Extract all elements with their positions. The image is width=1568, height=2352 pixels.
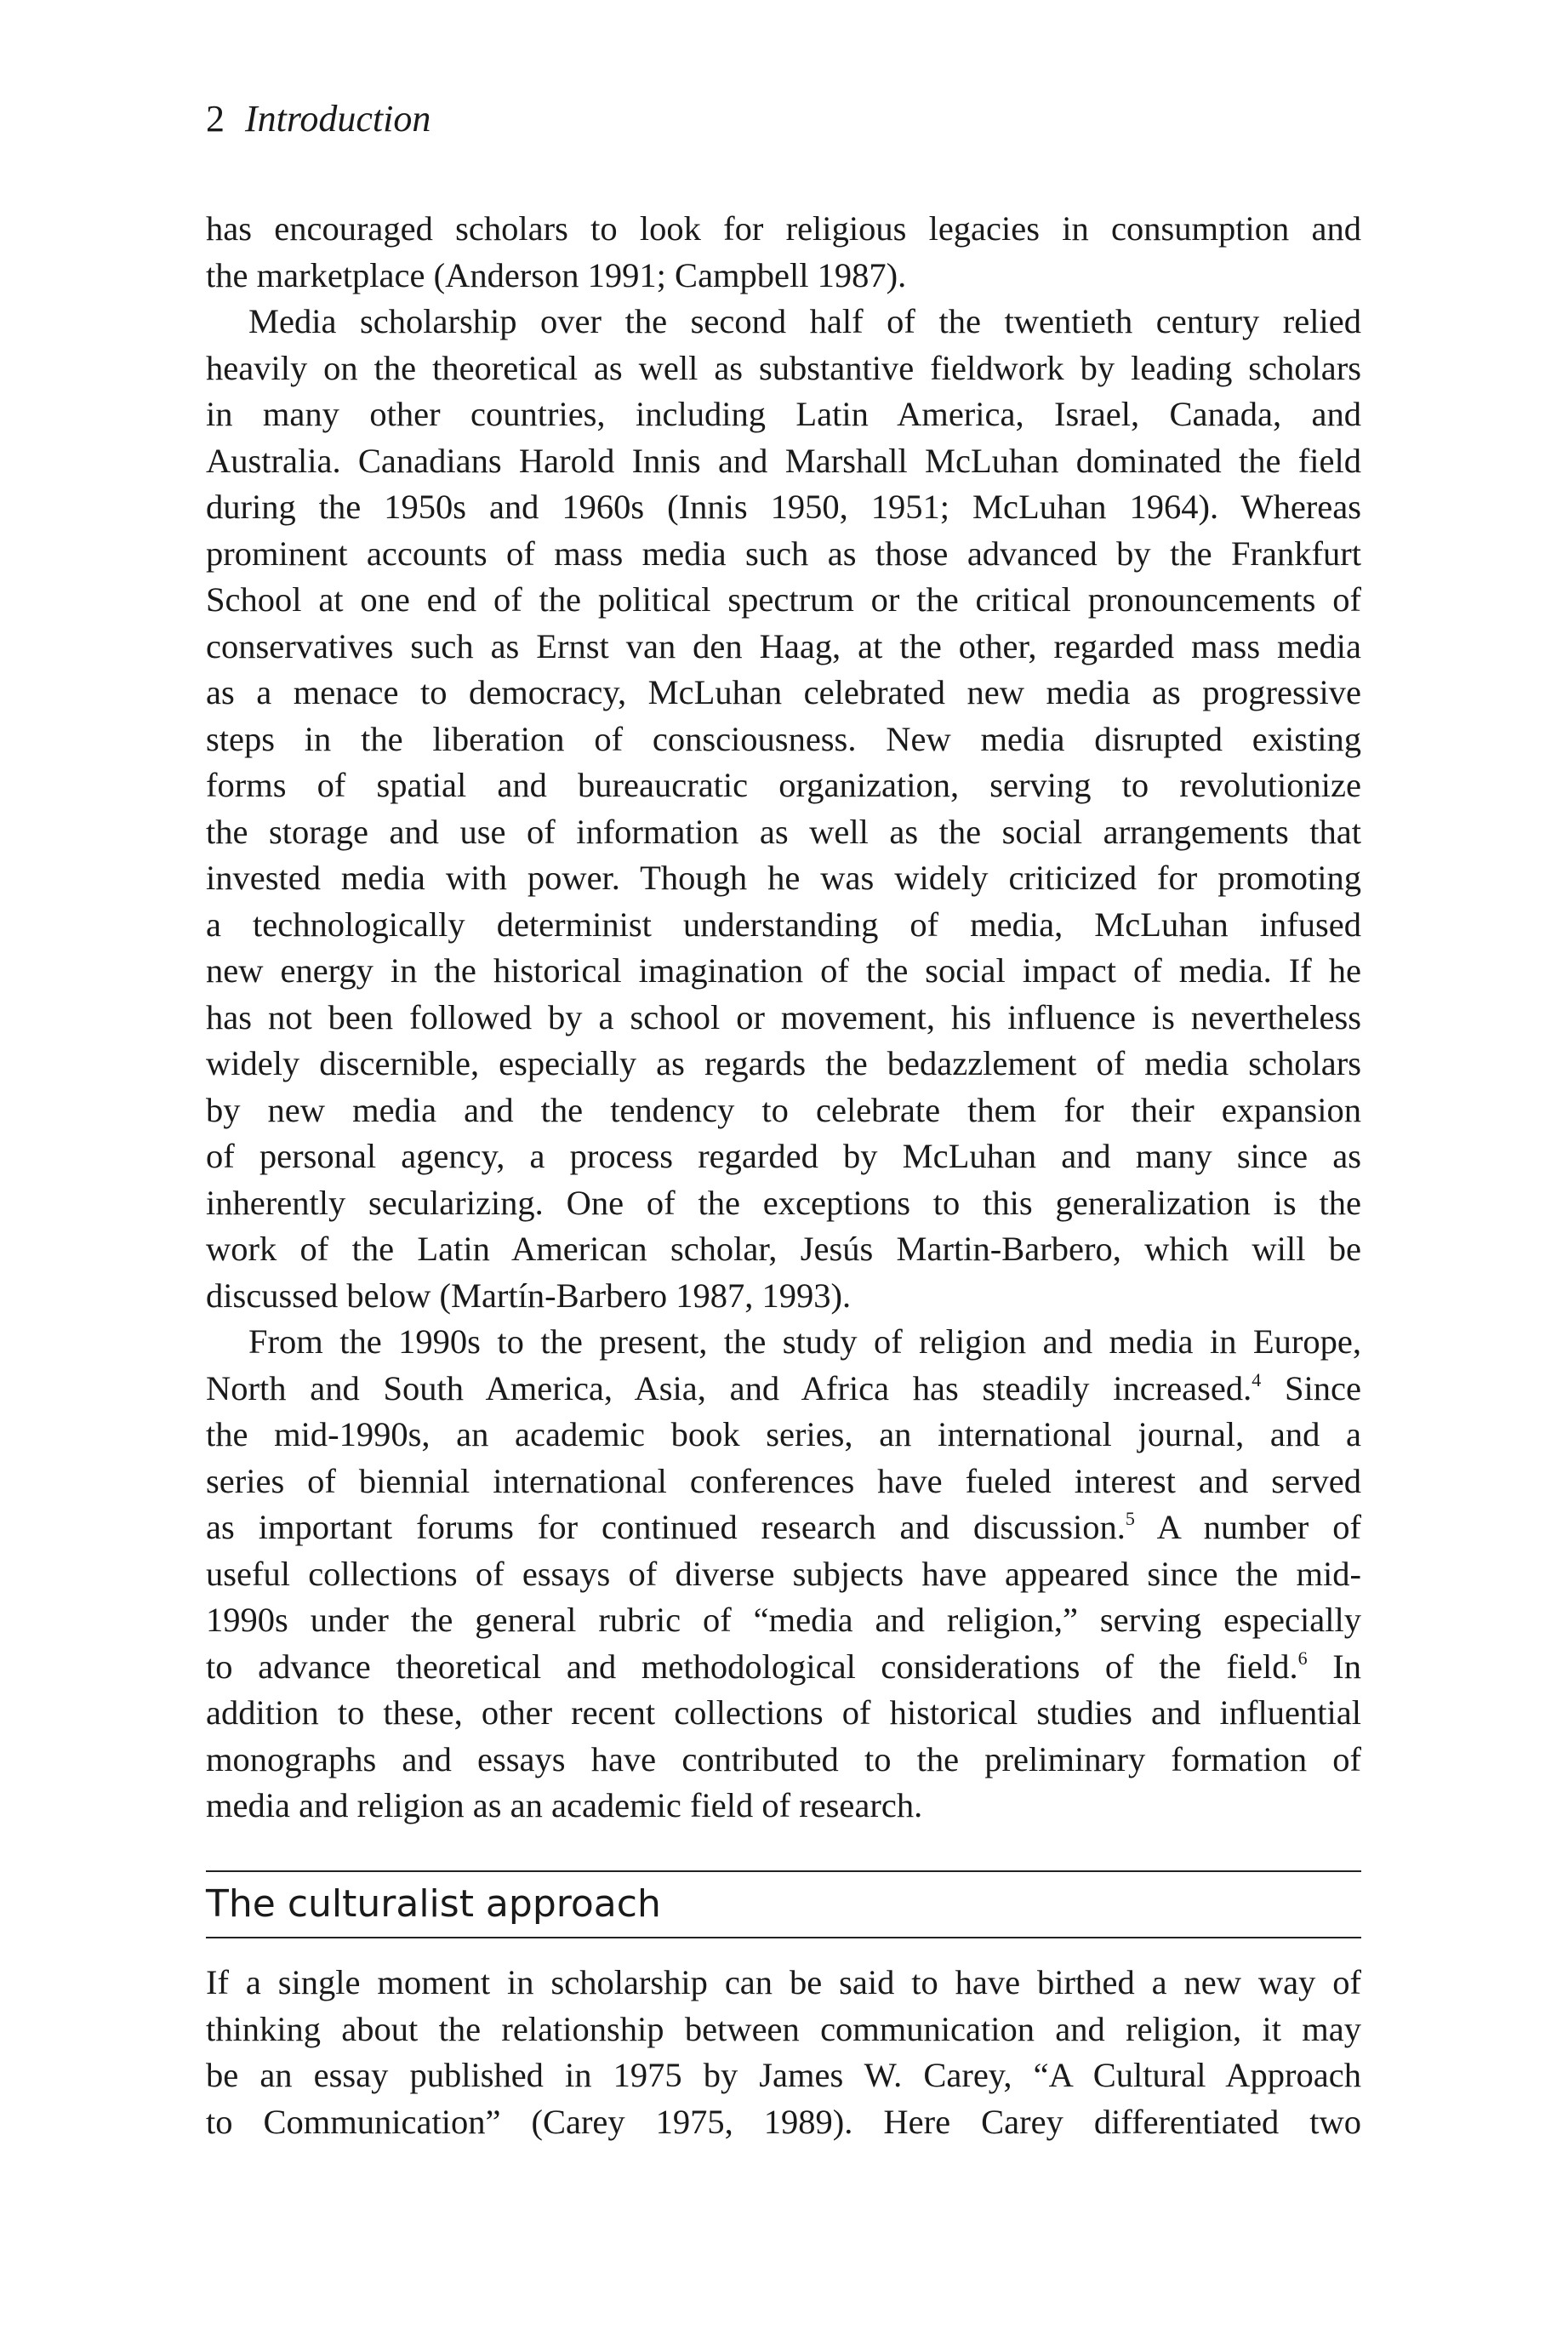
text-line: series of biennial international conferences have fueled interest and served: [206, 1461, 1361, 1500]
text-line: by new media and the tendency to celebrate them for their expansion: [206, 1090, 1361, 1129]
text-line: If a single moment in scholarship can be said to have birthed a new way of: [206, 1963, 1361, 2001]
section-body-text: [206, 1960, 1361, 2145]
body-text: [206, 206, 1361, 1830]
text-line: monographs and essays have contributed to the preliminary formation of: [206, 1739, 1361, 1778]
text-line: widely discernible, especially as regards the bedazzlement of media scholars: [206, 1044, 1361, 1082]
text-line: the mid-1990s, an academic book series, an international journal, and a: [206, 1415, 1361, 1453]
text-segment: as important forums for continued research and discussion.: [206, 1508, 1126, 1546]
text-line: School at one end of the political spectrum or the critical pronouncements of: [206, 580, 1361, 619]
heading-rule-bottom: [206, 1937, 1361, 1938]
text-line: the marketplace (Anderson 1991; Campbell 1987).: [206, 255, 907, 294]
footnote-marker-5[interactable]: 5: [1125, 1508, 1135, 1529]
text-line: conservatives such as Ernst van den Haag, at the other, regarded mass media: [206, 626, 1361, 665]
text-line: has not been followed by a school or movement, his influence is nevertheless: [206, 997, 1361, 1036]
text-line: inherently secularizing. One of the exceptions to this generalization is the: [206, 1183, 1361, 1222]
text-line: [206, 1644, 1361, 1691]
text-line: as a menace to democracy, McLuhan celebrated new media as progressive: [206, 673, 1361, 711]
text-segment: Since: [1261, 1368, 1362, 1407]
paragraph-4: [206, 1960, 1361, 2145]
text-line: [206, 1504, 1361, 1551]
text-line: has encouraged scholars to look for religious legacies in consumption and: [206, 209, 1361, 248]
text-line: Media scholarship over the second half of the twentieth century relied: [248, 302, 1361, 340]
running-head-section: Introduction: [245, 98, 431, 140]
paragraph-1: [206, 206, 1361, 299]
text-line: during the 1950s and 1960s (Innis 1950, 1951; McLuhan 1964). Whereas: [206, 488, 1361, 526]
paragraph-2: [206, 299, 1361, 1319]
footnote-marker-6[interactable]: 6: [1297, 1647, 1308, 1669]
section-heading-block: [206, 1870, 1361, 1938]
text-line: of personal agency, a process regarded by McLuhan and many since as: [206, 1137, 1361, 1175]
text-line: prominent accounts of mass media such as those advanced by the Frankfurt: [206, 534, 1361, 573]
text-segment: A number of: [1134, 1508, 1361, 1546]
text-line: addition to these, other recent collections of historical studies and influential: [206, 1693, 1361, 1732]
text-line: invested media with power. Though he was widely criticized for promoting: [206, 859, 1361, 897]
text-line: to Communication” (Carey 1975, 1989). Here Carey differentiated two: [206, 2102, 1361, 2141]
text-segment: In: [1307, 1647, 1361, 1686]
text-line: new energy in the historical imagination of the social impact of media. If he: [206, 951, 1361, 990]
text-line: discussed below (Martín-Barbero 1987, 1993).: [206, 1276, 852, 1315]
text-line: [206, 1366, 1361, 1413]
text-line: steps in the liberation of consciousness. New media disrupted existing: [206, 719, 1361, 758]
paragraph-3: [206, 1319, 1361, 1830]
footnote-marker-4[interactable]: 4: [1252, 1368, 1262, 1390]
text-line: in many other countries, including Latin America, Israel, Canada, and: [206, 395, 1361, 433]
text-line: From the 1990s to the present, the study of religion and media in Europe,: [248, 1322, 1361, 1361]
text-line: heavily on the theoretical as well as substantive fieldwork by leading scholars: [206, 348, 1361, 387]
text-line: Australia. Canadians Harold Innis and Marshall McLuhan dominated the field: [206, 441, 1361, 480]
text-line: be an essay published in 1975 by James W. Carey, “A Cultural Approach: [206, 2056, 1361, 2094]
text-line: the storage and use of information as well as the social arrangements that: [206, 812, 1361, 851]
page-number: 2: [206, 98, 225, 140]
running-head: [206, 100, 430, 138]
text-line: forms of spatial and bureaucratic organization, serving to revolutionize: [206, 766, 1361, 804]
text-segment: North and South America, Asia, and Africa has steadily increased.: [206, 1368, 1252, 1407]
text-line: thinking about the relationship between communication and religion, it may: [206, 2009, 1361, 2048]
text-line: useful collections of essays of diverse subjects have appeared since the mid-: [206, 1554, 1361, 1593]
text-line: work of the Latin American scholar, Jesús Martin-Barbero, which will be: [206, 1230, 1361, 1268]
text-line: media and religion as an academic field of research.: [206, 1786, 923, 1824]
section-heading: The culturalist approach: [206, 1882, 661, 1926]
text-line: 1990s under the general rubric of “media and religion,” serving especially: [206, 1601, 1361, 1639]
text-segment: to advance theoretical and methodological considerations of the field.: [206, 1647, 1298, 1686]
text-line: a technologically determinist understanding of media, McLuhan infused: [206, 905, 1361, 944]
